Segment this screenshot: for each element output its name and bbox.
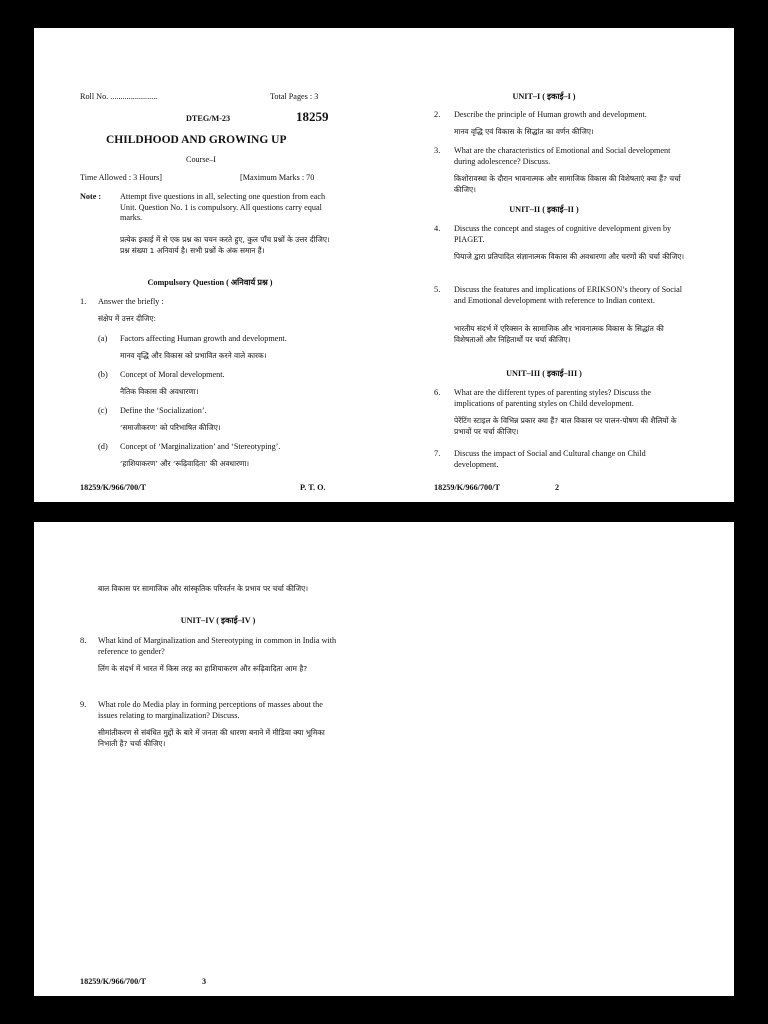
footer-code: 18259/K/966/700/T — [434, 483, 500, 492]
unit-1-heading: UNIT–I ( इकाई–I ) — [512, 92, 576, 101]
sheet-pages-1-2 — [34, 28, 734, 502]
question-9-english: What role do Media play in forming perceptions of masses about the issues relating to marginalization? Discuss. — [98, 700, 323, 720]
part-english: Factors affecting Human growth and development. — [120, 334, 287, 343]
question-4-number: 4. — [434, 224, 441, 233]
question-5-number: 5. — [434, 285, 441, 294]
question-1-hindi: संक्षेप में उत्तर दीजिए: — [98, 314, 156, 323]
question-8-english: What kind of Marginalization and Stereotyping in common in India with reference to gender? — [98, 636, 337, 656]
question-6-hindi: पेरेंटिंग स्टाइल के विभिन्न प्रकार क्या हैं? बाल विकास पर पालन-पोषण की शैलियों के प्रभावों पर चर्चा कीजिए। — [454, 416, 677, 436]
paper-title: CHILDHOOD AND GROWING UP — [106, 134, 287, 146]
unit-4-heading: UNIT–IV ( इकाई–IV ) — [180, 616, 256, 625]
footer-page-number: 3 — [202, 977, 207, 986]
question-4-english: Discuss the concept and stages of cognitive development given by PIAGET. — [454, 224, 672, 244]
maximum-marks: [Maximum Marks : 70 — [240, 173, 315, 182]
part-hindi: मानव वृद्धि और विकास को प्रभावित करने वाले कारक। — [120, 351, 267, 360]
footer-page-number: 2 — [555, 483, 560, 492]
question-1-number: 1. — [80, 297, 87, 306]
question-2-number: 2. — [434, 110, 441, 119]
question-7-hindi: बाल विकास पर सामाजिक और सांस्कृतिक परिवर्तन के प्रभाव पर चर्चा कीजिए। — [98, 584, 309, 593]
part-english: Concept of Moral development. — [120, 370, 225, 379]
question-4-hindi: पियाजे द्वारा प्रतिपादित संज्ञानात्मक विकास की अवधारणा और चरणों की चर्चा कीजिए। — [454, 252, 685, 261]
time-allowed: Time Allowed : 3 Hours] — [80, 173, 163, 182]
question-5-hindi: भारतीय संदर्भ में एरिक्सन के सामाजिक और भावनात्मक विकास के सिद्धांत की विशेषताओं और निहितार्थों पर चर्चा कीजिए। — [454, 324, 664, 344]
part-label: (d) — [98, 442, 108, 451]
part-label: (a) — [98, 334, 108, 343]
question-7-number: 7. — [434, 449, 441, 458]
part-english: Concept of ‘Marginalization’ and ‘Stereotyping’. — [120, 442, 281, 451]
footer-code: 18259/K/966/700/T — [80, 977, 146, 986]
unit-2-heading: UNIT–II ( इकाई–II ) — [509, 205, 579, 214]
question-6-english: What are the different types of parenting styles? Discuss the implications of parenting styles on Child development. — [454, 388, 651, 408]
footer-code: 18259/K/966/700/T — [80, 483, 146, 492]
question-9-hindi: सीमांतीकरण से संबंधित मुद्दों के बारे में जनता की धारणा बनाने में मीडिया क्या भूमिका निभाती है? चर्चा कीजिए। — [98, 728, 325, 748]
question-6-number: 6. — [434, 388, 441, 397]
question-3-english: What are the characteristics of Emotional and Social development during adolescence? Discuss. — [454, 146, 671, 166]
part-hindi: नैतिक विकास की अवधारणा। — [120, 387, 199, 396]
question-9-number: 9. — [80, 700, 87, 709]
footer-pto: P. T. O. — [300, 483, 326, 492]
note-hindi: प्रत्येक इकाई में से एक प्रश्न का चयन करते हुए, कुल पाँच प्रश्नों के उत्तर दीजिए। प्रश्न संख्या 1 अनिवार्य है। सभी प्रश्नों के अंक समान हैं। — [120, 235, 330, 255]
part-english: Define the ‘Socialization’. — [120, 406, 207, 415]
roll-number-label: Roll No. ....................... — [80, 92, 158, 101]
question-8-hindi: लिंग के संदर्भ में भारत में किस तरह का हाशियाकरण और रूढ़िवादिता आम है? — [98, 664, 308, 673]
question-3-hindi: किशोरावस्था के दौरान भावनात्मक और सामाजिक विकास की विशेषताएं क्या हैं? चर्चा कीजिए। — [454, 174, 681, 194]
question-1-english: Answer the briefly : — [98, 297, 164, 306]
sheet-page-3 — [34, 522, 734, 996]
question-3-number: 3. — [434, 146, 441, 155]
part-hindi: ‘समाजीकरण’ को परिभाषित कीजिए। — [120, 423, 221, 432]
part-hindi: ‘हाशियाकरण’ और ‘रूढ़िवादिता’ की अवधारणा। — [120, 459, 250, 468]
question-2-english: Describe the principle of Human growth and development. — [454, 110, 647, 119]
note-label: Note : — [80, 192, 102, 201]
total-pages: Total Pages : 3 — [270, 92, 319, 101]
course-label: Course–I — [186, 155, 217, 164]
compulsory-heading: Compulsory Question ( अनिवार्य प्रश्न ) — [147, 278, 273, 287]
question-5-english: Discuss the features and implications of ERIKSON’s theory of Social and Emotional development with reference to Indian context. — [454, 285, 683, 305]
paper-code: DTEG/M-23 — [186, 114, 231, 123]
question-7-english: Discuss the impact of Social and Cultural change on Child development. — [454, 449, 646, 469]
paper-number: 18259 — [296, 109, 329, 124]
note-english: Attempt five questions in all, selecting one question from each Unit. Question No. 1 is compulsory. All questions carry equal marks. — [120, 192, 326, 223]
part-label: (c) — [98, 406, 108, 415]
question-2-hindi: मानव वृद्धि एवं विकास के सिद्धांत का वर्णन कीजिए। — [454, 127, 594, 136]
question-8-number: 8. — [80, 636, 87, 645]
part-label: (b) — [98, 370, 108, 379]
unit-3-heading: UNIT–III ( इकाई–III ) — [506, 369, 582, 378]
